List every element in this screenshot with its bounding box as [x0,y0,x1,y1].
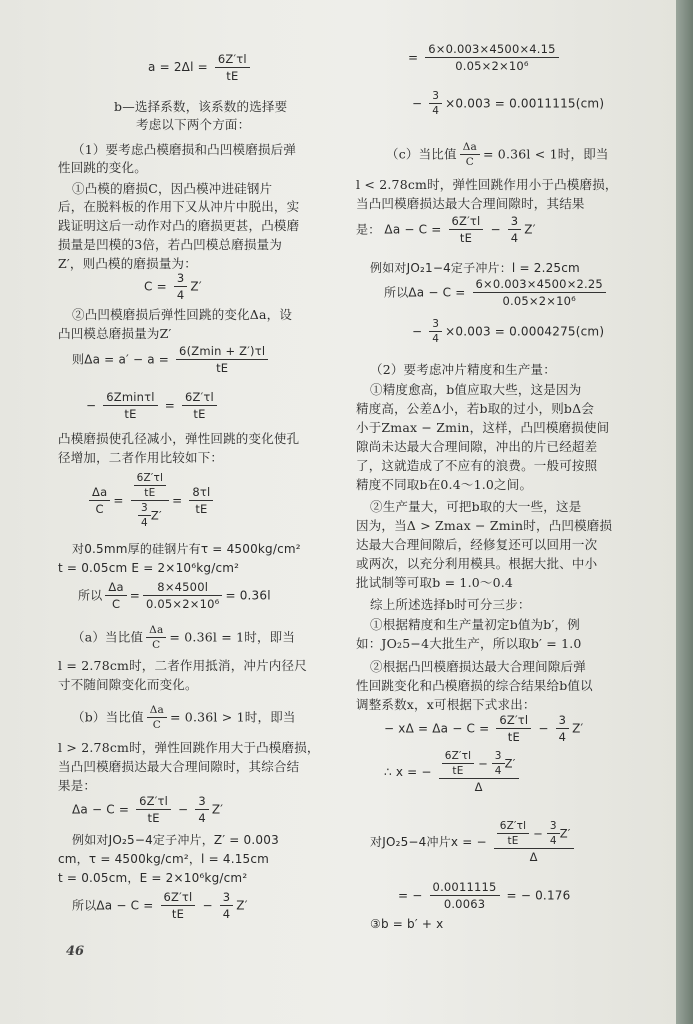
formula-text: − [174,802,193,817]
numerator: 6×0.003×4500×4.15 [425,42,558,58]
formula-text: ×0.003 = 0.0011115(cm) [445,96,605,111]
numerator: 6Z′τl [449,214,484,230]
text-line: 调整系数x，x可根据下式求出： [356,697,536,712]
text-line: 精度不同取b在0.4～1.0之间。 [356,477,533,492]
formula-text: − [534,721,553,736]
formula-text: − [86,398,101,413]
denominator: tE [507,730,520,744]
formula-text: Δa − C = [72,802,134,817]
numerator: 3 [174,271,188,287]
numerator: 0.0011115 [430,880,500,896]
case-a [72,624,295,651]
formula-text: − [412,324,427,339]
case-c [386,141,609,168]
formula-text: 是： Δa − C = [356,222,446,237]
numerator: 6Zminτl [103,390,157,406]
denominator: 4 [176,288,185,302]
numerator: 6Z′τl [161,890,196,906]
denominator: 0.05×2×10⁶ [502,294,576,308]
formula-text: − [412,96,427,111]
numerator: 6Z′τl [136,794,171,810]
formula-text: = 0.36l < 1时，即当 [482,146,609,162]
text-line: 寸不随间隙变化而变化。 [58,677,198,692]
text-line: （2）要考虑冲片精度和生产量： [370,362,556,377]
denominator: 4 [222,907,231,921]
formula-text: ∴ x = − [384,765,436,779]
page-edge [676,0,693,1024]
denominator: C [111,597,121,611]
formula-e1 [72,794,223,825]
formula-text: （b）当比值 [72,709,144,725]
denominator: tE [144,487,156,499]
text-line: 小于Zmax − Zmin，这样，凸凹模磨损使间 [356,420,610,435]
numerator: 8τl [189,485,213,501]
text-line: t = 0.05cm，E = 2×10⁶kg/cm² [58,871,248,885]
denominator: tE [124,407,137,421]
numerator: 3 [508,214,522,230]
text-line: 当凸凹模磨损达最大合理间隙时，其综合结 [58,759,300,774]
formula-delta-a [72,344,271,375]
denominator: C [465,156,474,168]
numerator: 6(Zmin + Z′)τl [176,344,268,360]
denominator: C [95,502,104,516]
denominator: 4 [432,333,440,345]
numerator: 3 [556,713,570,729]
denominator: tE [171,907,185,921]
text-line: 例如对JO₂1−4定子冲片：l = 2.25cm [370,261,580,275]
formula-x3 [370,820,577,864]
numerator: 6Z′τl [496,713,531,729]
text-line: 践证明这后一动作对凸的磨损更甚，凸模磨 [58,218,300,233]
text-line: 凸凹模总磨损量为Z′ [58,326,172,341]
formula-text: 所以 [78,588,103,603]
denominator: tE [459,231,473,245]
formula-text: C = [144,279,171,294]
numerator: Δa [146,624,166,638]
numerator: Δa [460,141,480,155]
denominator: 4 [432,105,440,117]
denominator: 4 [510,231,519,245]
formula-text: − [529,826,547,841]
formula-text: = [408,50,423,65]
text-line: 因为，当Δ > Zmax − Zmin时，凸凹模磨损 [356,518,613,533]
formula-e5 [412,318,604,345]
formula-x4 [398,880,570,911]
formula-text: = − [398,888,427,903]
formula-text: = − 0.176 [502,888,571,903]
numerator: 3 [429,90,442,104]
formula-e4 [384,277,609,308]
formula-text: = [160,398,179,413]
text-line: 隙尚未达最大合理间隙，冲出的片已经超差 [356,439,598,454]
denominator: tE [452,765,464,777]
numerator: 3 [195,794,209,810]
formula-delta-a-2 [86,390,220,421]
text-line: 后，在脱料板的作用下又从冲片中脱出，实 [58,199,300,214]
numerator: Δa [105,580,126,596]
denominator: 4 [494,765,502,777]
text-line: 对0.5mm厚的硅钢片有τ = 4500kg/cm² [72,542,301,556]
denominator: 4 [198,811,206,825]
formula-ratio: $\frac{\Delta a}{C}$ = $\frac{6Z'\tau l}{tE}$ $\frac{3}{4}$ Z′ = $\frac{8\tau l}{tE}$ [86,472,216,529]
text-line: ②凸凹模磨损后弹性回跳的变化Δa，设 [72,307,293,322]
text-line: t = 0.05cm E = 2×10⁶kg/cm² [58,561,240,575]
formula-a [148,52,253,83]
text-line: l > 2.78cm时，弹性回跳作用大于凸模磨损， [58,740,320,755]
text-line: （1）要考虑凸模磨损和凸凹模磨损后弹 [72,142,297,157]
text-line: 了，这就造成了不应有的浪费。一般可按照 [356,458,598,473]
text-line: ①精度愈高，b值应取大些，这是因为 [370,382,582,397]
text-line: 如：JO₂5−4大批生产，所以取b′ = 1.0 [356,636,582,651]
numerator: 6Z′τl [134,472,167,486]
formula-text: Z′ [150,508,162,523]
text-line: ②根据凸凹模磨损达最大合理间隙后弹 [370,659,586,674]
text-line: 达最大合理间隙后，经修复还可以回用一次 [356,537,598,552]
formula-text: − [474,756,492,771]
text-line: l = 2.78cm时，二者作用抵消，冲片内径尺 [58,658,307,673]
numerator: 3 [547,820,560,834]
formula-x2 [384,750,522,794]
denominator: 0.05×2×10⁶ [146,597,220,611]
formula-text: 对JO₂5−4冲片x = − [370,835,491,849]
formula-e2 [72,890,248,921]
formula-text: （c）当比值 [386,146,457,162]
text-line: 综上所述选择b时可分三步： [370,597,531,612]
numerator: 6×0.003×4500×2.25 [473,277,606,293]
numerator: 6Z′τl [442,750,475,764]
text-line: ③b = b′ + x [370,917,444,931]
denominator: C [152,639,161,651]
formula-text: 所以Δa − C = [384,285,470,300]
text-line: 凸模磨损使孔径减小，弹性回跳的变化使孔 [58,431,300,446]
formula-text: Z′ [572,721,584,736]
numerator: 3 [429,318,442,332]
formula-text: = 0.36l = 1时，即当 [169,629,296,645]
denominator: tE [216,361,229,375]
text-line: b—选择系数，该系数的选择要 [114,99,288,114]
formula-text: Z′ [211,802,224,817]
text-line: ①凸模的磨损C，因凸模冲进硅钢片 [72,181,273,196]
denominator: tE [507,835,519,847]
formula-x1 [384,713,584,744]
formula-t2 [412,90,604,117]
text-line: cm，τ = 4500kg/cm²，l = 4.15cm [58,852,270,866]
text-line: 性回跳变化和凸模磨损的综合结果给b值以 [356,678,593,693]
formula-text: Z′ [236,898,248,913]
formula-text: （a）当比值 [72,629,144,645]
denominator: tE [226,69,239,83]
formula-c [144,271,202,302]
formula-t1 [408,42,562,73]
formula-text: − [486,222,505,237]
denominator: tE [147,811,160,825]
text-line: 性回跳的变化。 [58,160,147,175]
case-b [72,704,296,731]
text-line: 精度高，公差Δ小，若b取的过小，则bΔ会 [356,401,595,416]
text-line: 考虑以下两个方面： [136,117,251,132]
formula-so: 所以 $\frac{\Delta a}{C}$ = $\frac{8\times 4500l}{\text{0.05×2×10⁶}}$ = 0.36l [78,580,271,611]
text-line: 损量是凹模的3倍，若凸凹模总磨损量为 [58,237,283,252]
numerator: Δa [147,704,167,718]
text-line: ②生产量大，可把b取的大一些，这是 [370,499,582,514]
denominator: tE [195,502,208,516]
text-line: ①根据精度和生产量初定b值为b′，例 [370,617,580,632]
text-line: l < 2.78cm时，弹性回跳作用小于凸模磨损， [356,177,618,192]
text-line: 果是： [58,778,97,793]
numerator: 3 [220,890,234,906]
numerator: 3 [138,502,151,516]
text-line: 径增加，二者作用比较如下： [58,450,224,465]
formula-e3 [356,214,536,245]
denominator: Δ [529,850,538,864]
formula-text: 所以Δa − C = [72,898,158,913]
formula-text: Z′ [190,279,202,294]
denominator: 4 [558,730,567,744]
formula-text: − xΔ = Δa − C = [384,721,494,736]
text-line: 或两次，以充分利用模具。根据大批、中小 [356,556,598,571]
formula-text: Z′ [559,826,571,841]
text-line: 当凸凹模磨损达最大合理间隙时，其结果 [356,196,585,211]
numerator: 6Z′τl [215,52,250,68]
denominator: 4 [549,835,557,847]
denominator: tE [193,407,206,421]
numerator: 6Z′τl [182,390,217,406]
formula-text: = 0.36l > 1时，即当 [169,709,296,725]
text-line: 例如对JO₂5−4定子冲片，Z′ = 0.003 [72,833,279,847]
denominator: 0.05×2×10⁶ [455,59,529,73]
numerator: Δa [89,485,110,501]
formula-text: Z′ [524,222,536,237]
formula-text: a = 2Δl = [148,60,212,74]
formula-text: Z′ [504,756,516,771]
formula-text: ×0.003 = 0.0004275(cm) [445,324,605,339]
denominator: 4 [140,517,148,529]
page-number: 46 [66,944,85,959]
numerator: 8×4500l [143,580,222,596]
numerator: 6Z′τl [497,820,530,834]
text-line: Z′，则凸模的磨损量为： [58,256,197,271]
denominator: 0.0063 [443,897,486,911]
formula-text: − [198,898,217,913]
denominator: C [152,719,161,731]
denominator: Δ [474,780,483,794]
formula-text: 则Δa = a′ − a = [72,352,174,367]
text-line: 批试制等可取b = 1.0～0.4 [356,575,514,590]
numerator: 3 [492,750,505,764]
formula-text: = 0.36l [225,588,271,603]
